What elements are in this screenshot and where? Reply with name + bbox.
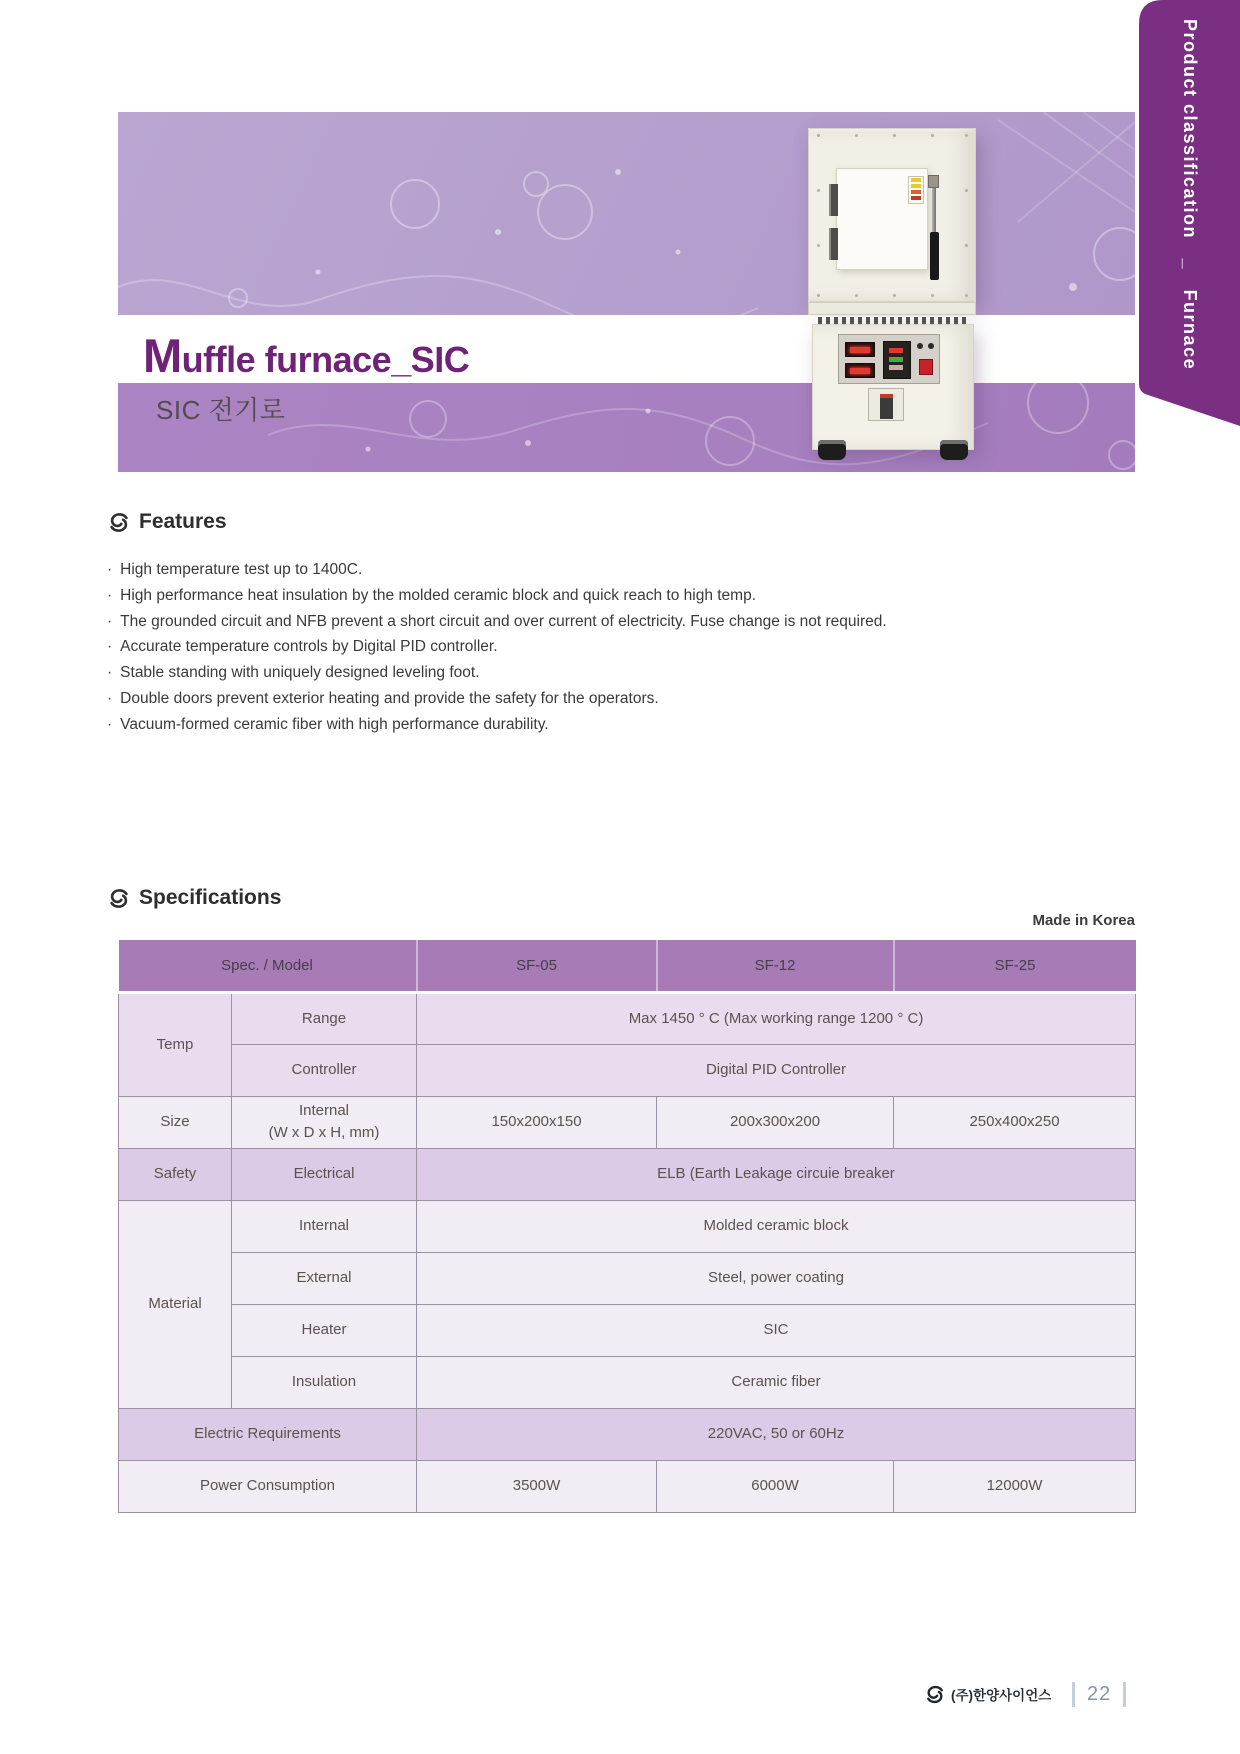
feature-text: Double doors prevent exterior heating and provide the safety for the operators. <box>120 689 659 707</box>
bullet: · <box>107 586 113 604</box>
value-cell-material-heater: SIC <box>417 1304 1136 1356</box>
temperature-display <box>845 342 875 357</box>
feature-item <box>107 634 1027 660</box>
side-tab-label: Product classification _ Furnace <box>1180 19 1200 371</box>
value-cell-electric: 220VAC, 50 or 60Hz <box>417 1408 1136 1460</box>
feature-item <box>107 660 1027 686</box>
table-row-electric-requirements <box>119 1408 1136 1460</box>
value-cell-size-sf05: 150x200x150 <box>417 1096 657 1148</box>
features-heading-label: Features <box>139 510 227 533</box>
product-title <box>143 330 469 382</box>
page-number-block <box>1072 1682 1126 1707</box>
table-row-temp-range <box>119 992 1136 1044</box>
product-subtitle: SIC 전기로 <box>156 395 286 425</box>
feature-item <box>107 583 1027 609</box>
furnace-base-plate <box>808 302 976 315</box>
page-number-divider <box>1123 1682 1126 1707</box>
group-cell-material: Material <box>119 1200 232 1408</box>
sub-cell-material-internal: Internal <box>232 1200 417 1252</box>
value-cell-material-insulation: Ceramic fiber <box>417 1356 1136 1408</box>
temperature-display <box>845 363 875 378</box>
table-row-safety <box>119 1148 1136 1200</box>
feature-text: Stable standing with uniquely designed leveling foot. <box>120 664 480 682</box>
feature-text: Vacuum-formed ceramic fiber with high performance durability. <box>120 715 549 733</box>
product-title-rest: uffle furnace_SIC <box>181 339 470 380</box>
specifications-table <box>118 940 1136 1513</box>
made-in-korea-note: Made in Korea <box>1032 912 1135 929</box>
feature-text: Accurate temperature controls by Digital PID controller. <box>120 638 498 656</box>
bullet: · <box>107 689 113 707</box>
group-cell-size: Size <box>119 1096 232 1148</box>
table-row-material-heater <box>119 1304 1136 1356</box>
header-model-sf25: SF-25 <box>894 940 1136 992</box>
sub-cell-material-insulation: Insulation <box>232 1356 417 1408</box>
swirl-icon <box>107 888 131 909</box>
header-spec-model: Spec. / Model <box>119 940 417 992</box>
table-row-material-external <box>119 1252 1136 1304</box>
furnace-caster-wheel <box>818 440 846 460</box>
features-list <box>107 557 1027 738</box>
side-tab-furnace <box>1139 0 1240 450</box>
footer-company-name: (주)한양사이언스 <box>951 1688 1052 1703</box>
furnace-warning-label <box>908 176 924 204</box>
value-cell-range: Max 1450 ° C (Max working range 1200 ° C) <box>417 992 1136 1044</box>
table-row-material-insulation <box>119 1356 1136 1408</box>
page-number-divider <box>1072 1682 1075 1707</box>
footer-company-logo <box>924 1684 1051 1704</box>
size-label-line2: (W x D x H, mm) <box>268 1124 380 1141</box>
panel-switch <box>917 343 923 349</box>
table-header-row <box>119 940 1136 992</box>
table-row-temp-controller <box>119 1044 1136 1096</box>
feature-item <box>107 686 1027 712</box>
feature-item <box>107 609 1027 635</box>
feature-text: High performance heat insulation by the molded ceramic block and quick reach to high temp. <box>120 586 757 604</box>
furnace-hinge <box>829 228 838 260</box>
swirl-icon <box>107 512 131 533</box>
furnace-latch-rod <box>932 188 936 234</box>
table-row-power-consumption <box>119 1460 1136 1512</box>
page-number: 22 <box>1087 1683 1112 1705</box>
features-heading <box>107 510 227 534</box>
bullet: · <box>107 664 113 682</box>
header-model-sf05: SF-05 <box>417 940 657 992</box>
furnace-product-image <box>806 128 984 468</box>
furnace-breaker-box <box>868 388 904 421</box>
furnace-caster-wheel <box>940 440 968 460</box>
furnace-door-handle <box>930 232 939 280</box>
bullet: · <box>107 715 113 733</box>
furnace-hinge <box>829 184 838 216</box>
value-cell-size-sf25: 250x400x250 <box>894 1096 1136 1148</box>
sub-cell-internal-size <box>232 1096 417 1148</box>
feature-item <box>107 557 1027 583</box>
specifications-heading <box>107 886 281 910</box>
value-cell-power-sf05: 3500W <box>417 1460 657 1512</box>
group-cell-temp: Temp <box>119 992 232 1096</box>
size-label-line1: Internal <box>298 1102 350 1120</box>
bullet: · <box>107 561 113 578</box>
value-cell-material-internal: Molded ceramic block <box>417 1200 1136 1252</box>
value-cell-power-sf12: 6000W <box>657 1460 894 1512</box>
sub-cell-range: Range <box>232 992 417 1044</box>
sub-cell-material-external: External <box>232 1252 417 1304</box>
product-title-initial: M <box>143 329 182 382</box>
header-model-sf12: SF-12 <box>657 940 894 992</box>
specifications-heading-label: Specifications <box>139 886 282 909</box>
table-row-material-internal <box>119 1200 1136 1252</box>
table-row-size <box>119 1096 1136 1148</box>
pid-controller-display <box>883 341 911 379</box>
label-cell-power: Power Consumption <box>119 1460 417 1512</box>
panel-switch <box>928 343 934 349</box>
value-cell-controller: Digital PID Controller <box>417 1044 1136 1096</box>
value-cell-safety: ELB (Earth Leakage circuie breaker <box>417 1148 1136 1200</box>
value-cell-size-sf12: 200x300x200 <box>657 1096 894 1148</box>
company-swirl-icon <box>924 1685 946 1704</box>
furnace-control-panel <box>838 334 940 384</box>
furnace-latch <box>928 175 939 188</box>
feature-item <box>107 712 1027 738</box>
sub-cell-material-heater: Heater <box>232 1304 417 1356</box>
sub-cell-electrical: Electrical <box>232 1148 417 1200</box>
feature-text: The grounded circuit and NFB prevent a short circuit and over current of electricity. Fuse change is not required. <box>120 612 887 630</box>
value-cell-material-external: Steel, power coating <box>417 1252 1136 1304</box>
feature-text: High temperature test up to 1400C. <box>120 561 363 578</box>
power-button <box>919 359 933 375</box>
bullet: · <box>107 638 113 656</box>
furnace-vent-strip <box>818 317 968 324</box>
value-cell-power-sf25: 12000W <box>894 1460 1136 1512</box>
group-cell-safety: Safety <box>119 1148 232 1200</box>
sub-cell-controller: Controller <box>232 1044 417 1096</box>
label-cell-electric: Electric Requirements <box>119 1408 417 1460</box>
bullet: · <box>107 612 113 630</box>
